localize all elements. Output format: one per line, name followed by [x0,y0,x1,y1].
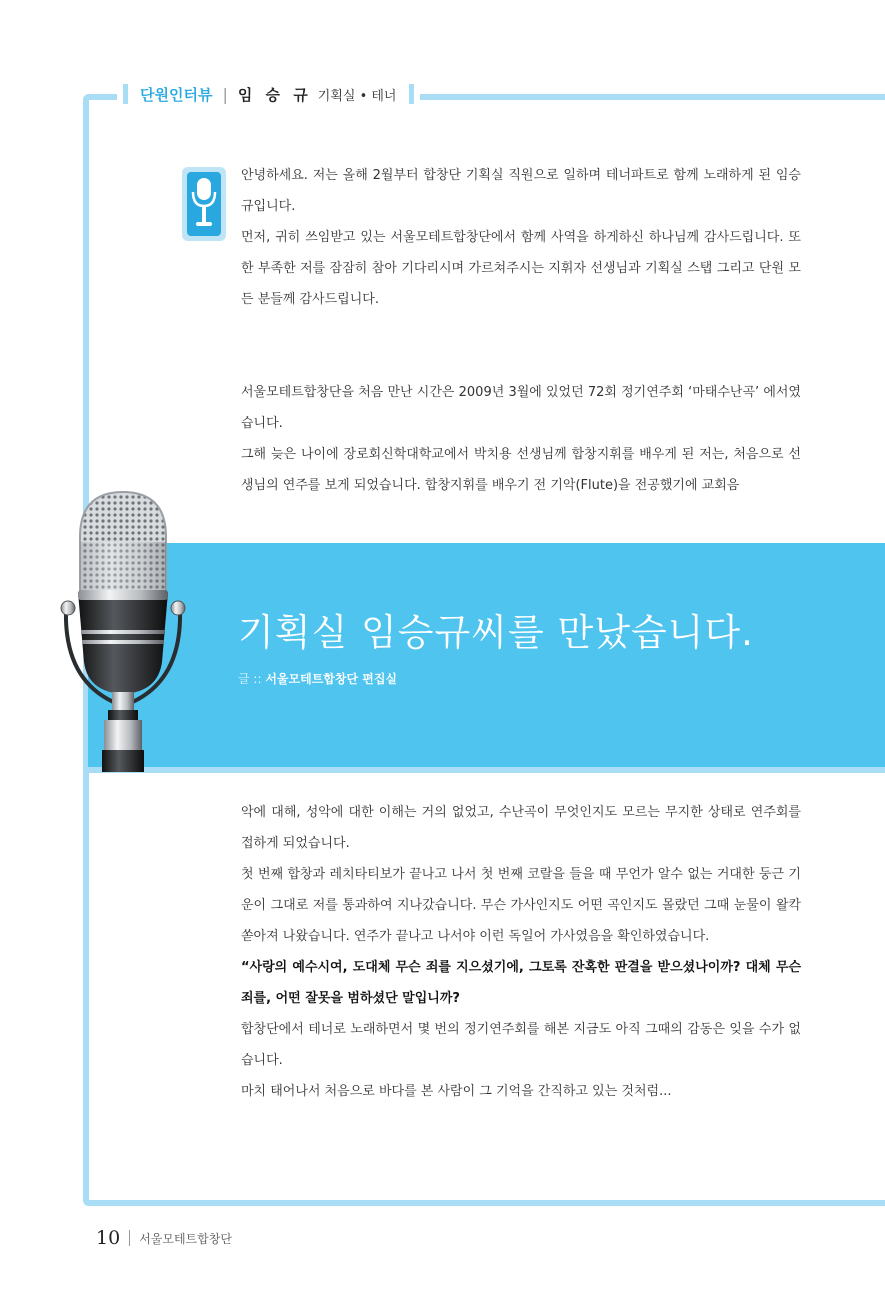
story-line-1: 서울모테트합창단을 처음 만난 시간은 2009년 3월에 있었던 72회 정기연주회 ‘마태수난곡’ 에서였습니다. [241,385,801,431]
frame-bottom-border [83,1200,885,1206]
story-paragraph [241,377,801,501]
continuation-line-2: 첫 번째 합창과 레치타티보가 끝나고 나서 첫 번째 코랄을 들을 때 무언가 알수 없는 거대한 둥근 기운이 그대로 저를 통과하여 지나갔습니다. 무슨 가사인지도 어떤 곡인지도 몰랐던 그때 눈물이 왈칵 쏟아져 나왔습니다. 연주가 끝나고 나서야 이런 독일어 가사였음을 확인하였습니다. [241,867,801,944]
continuation-paragraph [241,797,801,1107]
banner-underline [88,767,885,773]
intro-line-2: 먼저, 귀히 쓰임받고 있는 서울모테트합창단에서 함께 사역을 하게하신 하나님께 감사드립니다. 또한 부족한 저를 잠잠히 참아 기다리시며 가르쳐주시는 지휘자 선생님과 기획실 스탭 그리고 단원 모든 분들께 감사드립니다. [241,230,801,307]
page-footer [96,1227,232,1249]
interviewee-role: 기획실 • 테너 [317,88,397,104]
publication-name: 서울모테트합창단 [139,1231,232,1246]
header-bar-left [123,84,128,104]
article-title: 기획실 임승규씨를 만났습니다. [238,611,754,654]
intro-paragraph [241,160,801,315]
byline-prefix: 글 :: [238,672,262,686]
continuation-line-1: 악에 대해, 성악에 대한 이해는 거의 없었고, 수난곡이 무엇인지도 모르는 무지한 상태로 연주회를 접하게 되었습니다. [241,805,801,851]
continuation-line-5: 마치 태어나서 처음으로 바다를 본 사람이 그 기억을 간직하고 있는 것처럼... [241,1084,672,1099]
vintage-microphone-icon [58,482,188,774]
story-line-2: 그해 늦은 나이에 장로회신학대학교에서 박치용 선생님께 합창지휘를 배우게 된 저는, 처음으로 선생님의 연주를 보게 되었습니다. 합창지휘를 배우기 전 기악(Flute)을 전공했기에 교회음 [241,447,801,493]
byline-author: 서울모테트합창단 편집실 [265,672,398,686]
intro-line-1: 안녕하세요. 저는 올해 2월부터 합창단 기획실 직원으로 일하며 테너파트로 함께 노래하게 된 임승규입니다. [241,168,801,214]
header-separator: | [222,84,228,104]
microphone-icon [182,167,226,241]
section-header [117,79,420,109]
continuation-line-4: 합창단에서 테너로 노래하면서 몇 번의 정기연주회를 해본 지금도 아직 그때의 감동은 잊을 수가 없습니다. [241,1022,801,1068]
header-bar-right [409,84,414,104]
lyric-quote: “사랑의 예수시여, 도대체 무슨 죄를 지으셨기에, 그토록 잔혹한 판결을 받으셨나이까? 대체 무슨 죄를, 어떤 잘못을 범하셨단 말입니까? [241,960,801,1006]
page-number: 10 [96,1227,121,1249]
footer-separator [129,1230,130,1246]
article-byline [238,670,397,687]
title-banner [88,543,885,773]
section-category: 단원인터뷰 [140,85,213,104]
interviewee-name: 임 승 규 [237,85,312,104]
